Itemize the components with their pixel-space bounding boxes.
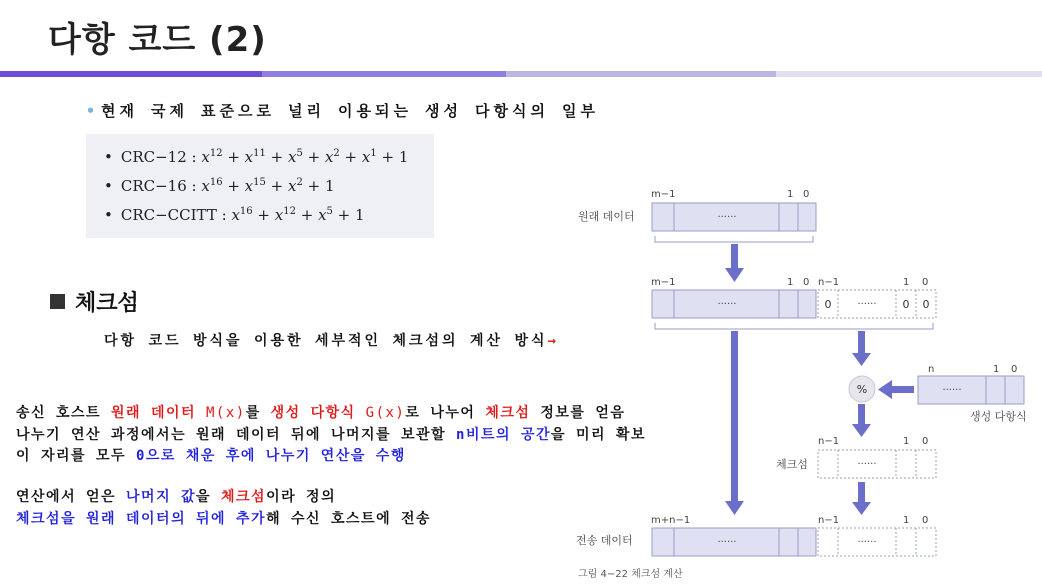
index-label: n [928, 364, 935, 375]
crc-exponent: 5 [326, 206, 333, 217]
dots-label: ······ [717, 212, 737, 223]
highlight-span: n비트의 공간 [456, 427, 551, 443]
arrow-head [852, 502, 871, 515]
crc-term: x [324, 148, 334, 166]
crc-constant: 1 [324, 177, 335, 195]
arrow-left-icon [890, 386, 914, 393]
crc-term: x [231, 206, 240, 224]
text-span: 송신 호스트 [16, 405, 111, 421]
crc-exponent: 15 [253, 177, 266, 188]
crc-exponent: 2 [333, 148, 340, 159]
index-label: 1 [903, 436, 910, 447]
index-label: 0 [922, 515, 929, 526]
crc-exponent: 11 [253, 148, 266, 159]
arrow-head [725, 268, 744, 282]
arrow-head [852, 424, 871, 437]
highlight-span: M(x) [196, 405, 246, 421]
crc-exponent: 12 [209, 148, 223, 159]
text-span: 을 미리 확보 [551, 427, 646, 443]
crc-item: • CRC−12 : $x^{12} + x^{11} + x^5 + x^2 + x^1 + 1$ [104, 148, 409, 166]
section-title: 체크섬 [75, 291, 139, 316]
index-label: 1 [993, 364, 1000, 375]
dots-label: ······ [857, 537, 877, 548]
text-span: 해 수신 호스트에 전송 [266, 511, 432, 527]
crc-item: • CRC−16 : $x^{16} + x^{15} + x^2 + 1$ [104, 177, 335, 195]
arrow-head [852, 353, 871, 366]
arrow-icon: → [547, 333, 556, 349]
text-span: 로 나누어 [405, 405, 486, 421]
crc-exponent: 16 [209, 177, 223, 188]
text-span: 이 자리를 모두 [16, 448, 136, 464]
highlight-span: G(x) [355, 405, 406, 421]
text-span: 정보를 얻음 [530, 405, 626, 421]
crc-exponent: 16 [239, 206, 253, 217]
highlight-span: 체크섬 [485, 405, 531, 421]
index-label: 0 [803, 277, 810, 288]
arrow-down-icon [858, 404, 865, 426]
text-span: 나누기 연산 과정에서는 원래 데이터 뒤에 나머지를 보관할 [16, 427, 457, 443]
index-label: m−1 [651, 277, 676, 288]
sub-text: 다항 코드 방식을 이용한 세부적인 체크섬의 계산 방식 [104, 333, 548, 349]
crc-term: x [361, 148, 371, 166]
highlight-span: 나머지 값 [126, 489, 197, 505]
crc-exponent: 5 [296, 148, 303, 159]
row-label: 체크섬 [776, 458, 808, 471]
crc-term: x [287, 177, 297, 195]
index-label: 0 [922, 436, 929, 447]
row-label: 원래 데이터 [578, 210, 635, 223]
bullet-dot-icon: • [86, 102, 96, 120]
index-label: 0 [803, 189, 810, 200]
crc-term: x [244, 148, 254, 166]
index-label: m+n−1 [651, 515, 691, 526]
zero-bit: 0 [902, 298, 910, 311]
index-label: 0 [1011, 364, 1018, 375]
index-label: 0 [922, 277, 929, 288]
figure-caption: 그림 4−22 체크섬 계산 [578, 569, 683, 580]
highlight-span: 원래 데이터 [110, 405, 197, 421]
checksum-register [818, 450, 936, 478]
dots-label: ······ [717, 299, 737, 310]
arrow-down-icon [858, 331, 865, 355]
crc-exponent: 1 [370, 148, 377, 159]
highlight-span: 생성 다항식 [270, 405, 356, 421]
dots-label: ······ [857, 299, 877, 310]
index-label: n−1 [818, 277, 840, 288]
text-span: 를 [245, 405, 271, 421]
arrow-head [878, 380, 892, 399]
modulo-symbol: % [856, 383, 868, 396]
bullet-text: 현재 국제 표준으로 널리 이용되는 생성 다항식의 일부 [101, 102, 600, 120]
row-label: 전송 데이터 [576, 534, 633, 547]
crc-term: x [274, 206, 284, 224]
row-label: 생성 다항식 [970, 410, 1027, 423]
highlight-span: 0으로 채운 후에 나누기 연산을 수행 [135, 448, 406, 464]
text-span: 이라 정의 [266, 489, 337, 505]
crc-name: CRC−16 : [120, 177, 202, 195]
arrow-down-icon [858, 482, 865, 504]
text-span: 을 [196, 489, 221, 505]
index-label: 1 [903, 277, 910, 288]
index-label: 1 [787, 277, 794, 288]
bullet-icon: • [104, 148, 113, 166]
dots-label: ······ [942, 385, 962, 396]
arrow-down-icon [731, 331, 738, 503]
crc-exponent: 2 [296, 177, 303, 188]
index-label: 1 [787, 189, 794, 200]
index-label: 1 [903, 515, 910, 526]
page-title: 다항 코드 (2) [48, 20, 267, 60]
index-label: n−1 [818, 436, 840, 447]
crc-name: CRC−CCITT : [120, 206, 232, 224]
crc-term: x [287, 148, 297, 166]
arrow-head [725, 501, 744, 515]
index-label: m−1 [651, 189, 676, 200]
crc-term: x [318, 206, 327, 224]
bullet-icon: • [104, 206, 113, 224]
crc-constant: 1 [355, 206, 365, 224]
index-label: n−1 [818, 515, 840, 526]
crc-term: x [201, 148, 210, 166]
crc-term: x [201, 177, 210, 195]
dots-label: ······ [857, 459, 877, 470]
text-span: 연산에서 얻은 [16, 489, 127, 505]
dots-label: ······ [717, 537, 737, 548]
original-data-register [652, 203, 816, 242]
generator-register [918, 376, 1024, 404]
send-data-register [652, 528, 936, 556]
arrow-down-icon [731, 244, 738, 270]
crc-constant: 1 [398, 148, 409, 166]
zero-bit: 0 [922, 298, 930, 311]
highlight-span: 체크섬 [221, 489, 267, 505]
dividend-register [652, 290, 936, 329]
crc-item: • CRC−CCITT : $x^{16} + x^{12} + x^5 + 1$ [104, 206, 365, 224]
highlight-span: 체크섬을 원래 데이터의 뒤에 추가 [16, 511, 267, 527]
bullet-icon: • [104, 177, 113, 195]
crc-name: CRC−12 : [120, 148, 202, 166]
zero-bit: 0 [824, 298, 832, 311]
crc-term: x [244, 177, 254, 195]
crc-exponent: 12 [283, 206, 296, 217]
